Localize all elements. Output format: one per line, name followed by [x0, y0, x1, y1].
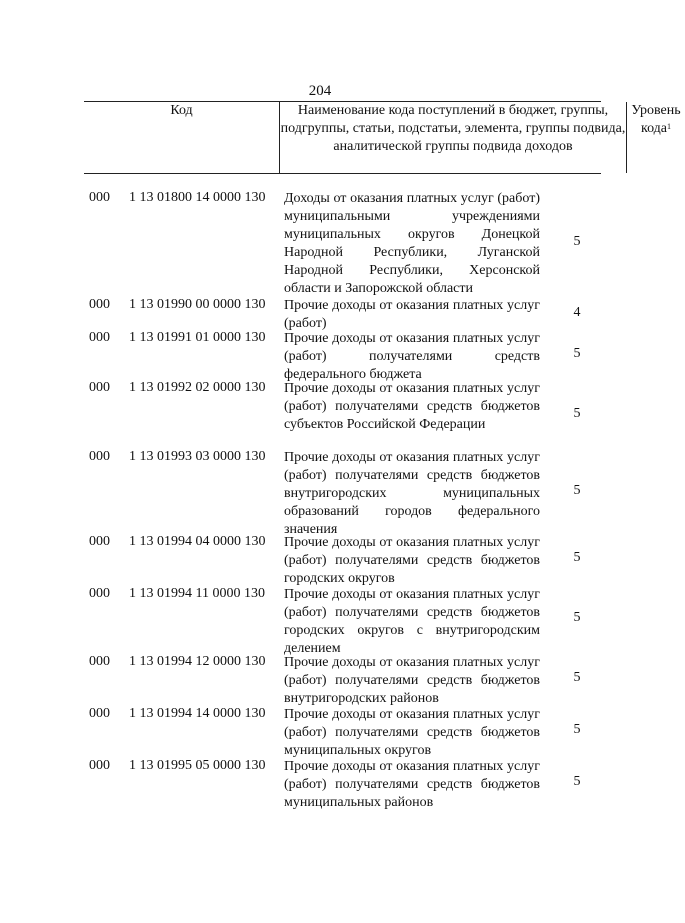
row-name: Прочие доходы от оказания платных услуг (работ) получателями средств бюджетов муниципальных округов	[284, 707, 540, 758]
table-header	[84, 101, 681, 174]
row-level: 5	[573, 346, 581, 361]
header-level-footnote: 1	[667, 122, 672, 131]
row-code: 1 13 01995 05 0000 130	[129, 758, 266, 773]
row-code: 1 13 01994 11 0000 130	[129, 586, 265, 601]
row-level: 5	[573, 610, 581, 625]
row-name: Прочие доходы от оказания платных услуг (работ) получателями средств бюджетов городских округов	[284, 535, 540, 586]
row-admin-code: 000	[89, 758, 110, 773]
row-admin-code: 000	[89, 380, 110, 395]
row-name: Доходы от оказания платных услуг (работ) муниципальными учреждениями муниципальных округов Донецкой Народной Республики, Луганской Народной Республики, Херсонской области и Запорожской области	[284, 191, 540, 296]
row-name: Прочие доходы от оказания платных услуг (работ) получателями средств бюджетов субъектов Российской Федерации	[284, 381, 540, 432]
row-name: Прочие доходы от оказания платных услуг (работ) получателями средств федерального бюджета	[284, 331, 540, 382]
header-name: Наименование кода поступлений в бюджет, группы, подгруппы, статьи, подстатьи, элемента, группы подвида, аналитической группы подвида доходов	[280, 102, 627, 173]
row-level: 5	[573, 722, 581, 737]
row-admin-code: 000	[89, 449, 110, 464]
row-code: 1 13 01994 14 0000 130	[129, 706, 266, 721]
row-name: Прочие доходы от оказания платных услуг (работ) получателями средств бюджетов городских округов с внутригородским делением	[284, 587, 540, 656]
row-code: 1 13 01994 04 0000 130	[129, 534, 266, 549]
row-name: Прочие доходы от оказания платных услуг (работ) получателями средств бюджетов внутригородских районов	[284, 655, 540, 706]
header-level: Уровень кода$^1$	[631, 103, 681, 136]
row-name: Прочие доходы от оказания платных услуг (работ) получателями средств бюджетов внутригородских муниципальных образований городов федерального значения	[284, 450, 540, 537]
row-level: 5	[573, 774, 581, 789]
row-admin-code: 000	[89, 586, 110, 601]
row-level: 5	[573, 550, 581, 565]
row-code: 1 13 01990 00 0000 130	[129, 297, 266, 312]
row-admin-code: 000	[89, 190, 110, 205]
row-level: 4	[573, 305, 581, 320]
row-code: 1 13 01994 12 0000 130	[129, 654, 266, 669]
row-level: 5	[573, 406, 581, 421]
row-admin-code: 000	[89, 534, 110, 549]
row-level: 5	[573, 234, 581, 249]
row-name: Прочие доходы от оказания платных услуг (работ) получателями средств бюджетов муниципальных районов	[284, 759, 540, 810]
row-admin-code: 000	[89, 654, 110, 669]
row-admin-code: 000	[89, 706, 110, 721]
page-number: 204	[308, 83, 332, 99]
row-code: 1 13 01800 14 0000 130	[129, 190, 266, 205]
row-code: 1 13 01992 02 0000 130	[129, 380, 266, 395]
row-code: 1 13 01991 01 0000 130	[129, 330, 266, 345]
header-code: Код	[84, 102, 280, 173]
row-level: 5	[573, 483, 581, 498]
row-name: Прочие доходы от оказания платных услуг (работ)	[284, 298, 540, 331]
row-admin-code: 000	[89, 330, 110, 345]
row-admin-code: 000	[89, 297, 110, 312]
row-code: 1 13 01993 03 0000 130	[129, 449, 266, 464]
row-level: 5	[573, 670, 581, 685]
